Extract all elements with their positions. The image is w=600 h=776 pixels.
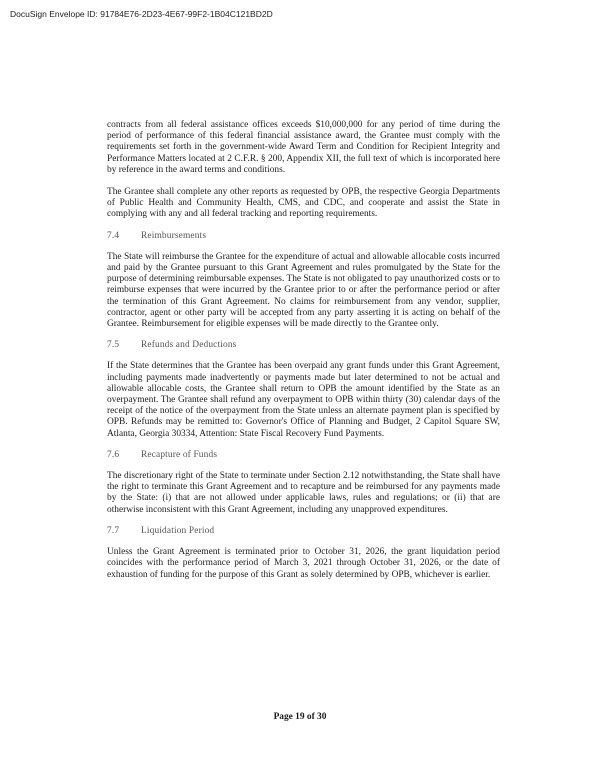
document-body: [107, 120, 500, 581]
section-number: 7.7: [107, 525, 120, 536]
section-text-liquidation: Unless the Grant Agreement is terminated prior to October 31, 2026, the grant liquidation period coincides with the performance period of March 3, 2021 through October 31, 2026, or the date of exhaustion of funding for the purpose of this Grant as solely determined by OPB, whichever is earlier.: [107, 547, 500, 580]
section-number: 7.4: [107, 230, 120, 241]
docusign-envelope-id: DocuSign Envelope ID: 91784E76-2D23-4E67-99F2-1B04C121BD2D: [10, 9, 273, 19]
section-title: Refunds and Deductions: [141, 340, 237, 351]
section-text-refunds: If the State determines that the Grantee has been overpaid any grant funds under this Grant Agreement, including payments made inadvertently or payments made but later determined to not be actual and allowable allocable costs, the Grantee shall return to OPB the amount identified by the State as an overpayment. The Grantee shall refund any overpayment to OPB within thirty (30) calendar days of the receipt of the notice of the overpayment from the State unless an alternate payment plan is specified by OPB. Refunds may be remitted to: Governor's Office of Planning and Budget, 2 Capitol Square SW, Atlanta, Georgia 30334, Attention: State Fiscal Recovery Fund Payments.: [107, 361, 500, 439]
section-text-reimbursements: The State will reimburse the Grantee for the expenditure of actual and allowable allocable costs incurred and paid by the Grantee pursuant to this Grant Agreement and rules promulgated by the State for the purpose of determining reimbursable expenses. The State is not obligated to pay unauthorized costs or to reimburse expenses that were incurred by the Grantee prior to or after the performance period or after the termination of this Grant Agreement. No claims for reimbursement from any vendor, supplier, contractor, agent or other party will be accepted from any party asserting it is acting on behalf of the Grantee. Reimbursement for eligible expenses will be made directly to the Grantee only.: [107, 251, 500, 330]
section-heading-reimbursements: [107, 231, 500, 242]
paragraph-continued: contracts from all federal assistance offices exceeds $10,000,000 for any period of time during the period of performance of this federal financial assistance award, the Grantee must comply with the requirements set forth in the government-wide Award Term and Condition for Recipient Integrity and Performance Matters located at 2 C.F.R. § 200, Appendix XII, the full text of which is incorporated here by reference in the award terms and conditions.: [107, 120, 500, 175]
section-number: 7.6: [107, 449, 120, 460]
section-text-recapture: The discretionary right of the State to terminate under Section 2.12 notwithstanding, the State shall have the right to terminate this Grant Agreement and to recapture and be reimbursed for any payments made by the State: (i) that are not allowed under applicable laws, rules and regulations; or (ii) that are otherwise inconsistent with this Grant Agreement, including any unapproved expenditures.: [107, 471, 500, 515]
page-number: Page 19 of 30: [273, 712, 327, 722]
section-title: Reimbursements: [141, 230, 207, 241]
section-title: Recapture of Funds: [141, 449, 218, 460]
section-heading-refunds: [107, 340, 500, 351]
section-heading-liquidation: [107, 526, 500, 537]
section-heading-recapture: [107, 450, 500, 461]
section-number: 7.5: [107, 340, 120, 351]
section-title: Liquidation Period: [141, 525, 215, 536]
paragraph-reporting: The Grantee shall complete any other reports as requested by OPB, the respective Georgia Departments of Public Health and Community Health, CMS, and CDC, and cooperate and assist the State in complying with any and all federal tracking and reporting requirements.: [107, 187, 500, 220]
